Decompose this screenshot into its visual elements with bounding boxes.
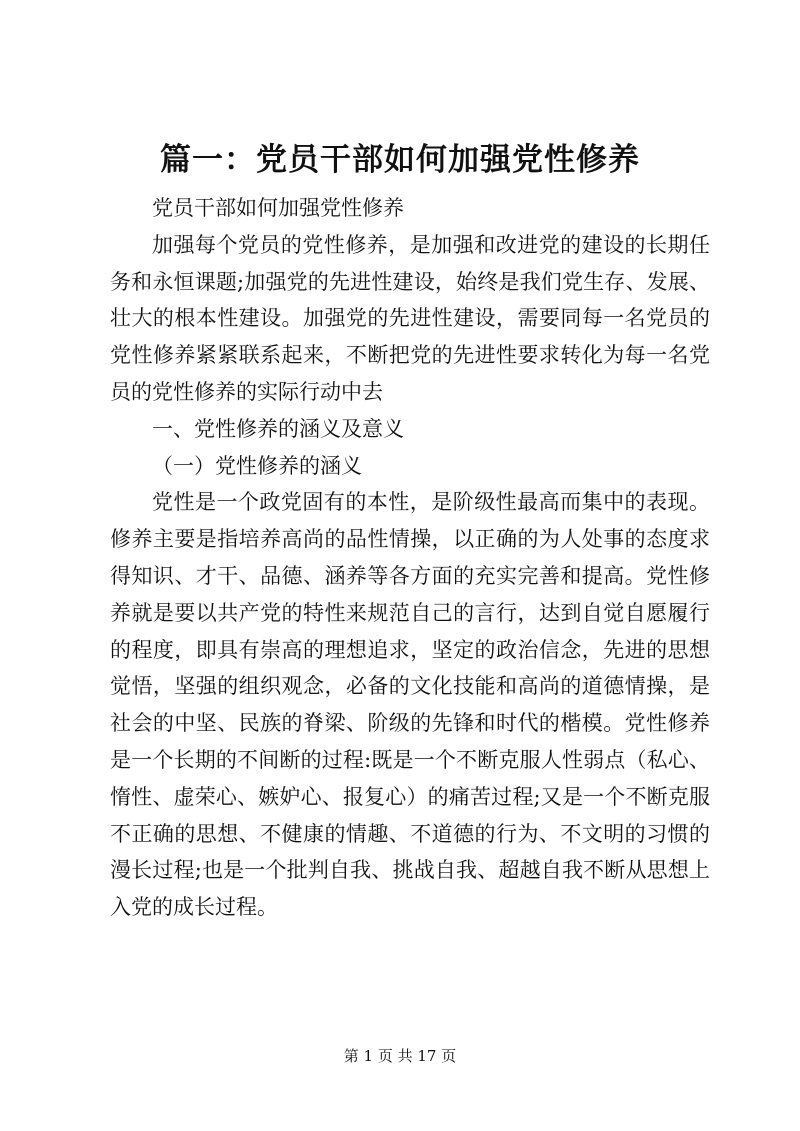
page-footer: 第 1 页 共 17 页	[343, 1047, 457, 1065]
intro-paragraph: 加强每个党员的党性修养，是加强和改进党的建设的长期任务和永恒课题;加强党的先进性建设，始终是我们党生存、发展、壮大的根本性建设。加强党的先进性建设，需要同每一名党员的党性修养紧紧联系起来，不断把党的先进性要求转化为每一名党员的党性修养的实际行动中去	[110, 232, 710, 404]
document-title: 篇一：党员干部如何加强党性修养	[160, 142, 640, 178]
definition-paragraph: 党性是一个政党固有的本性，是阶级性最高而集中的表现。修养主要是指培养高尚的品性情操，以正确的为人处事的态度求得知识、才干、品德、涵养等各方面的充实完善和提高。党性修养就是要以共产党的特性来规范自己的言行，达到自觉自愿履行的程度，即具有崇高的理想追求，坚定的政治信念，先进的思想觉悟，坚强的组织观念，必备的文化技能和高尚的道德情操，是社会的中坚、民族的脊梁、阶级的先锋和时代的楷模。党性修养是一个长期的不间断的过程:既是一个不断克服人性弱点（私心、惰性、虚荣心、嫉妒心、报复心）的痛苦过程;又是一个不断克服不正确的思想、不健康的情趣、不道德的行为、不文明的习惯的漫长过程;也是一个批判自我、挑战自我、超越自我不断从思想上入党的成长过程。	[110, 490, 710, 920]
document-body	[110, 190, 710, 926]
section-heading: 一、党性修养的涵义及意义	[152, 416, 404, 441]
subtitle-paragraph: 党员干部如何加强党性修养	[152, 196, 404, 220]
subsection-heading: （一）党性修养的涵义	[152, 453, 362, 478]
